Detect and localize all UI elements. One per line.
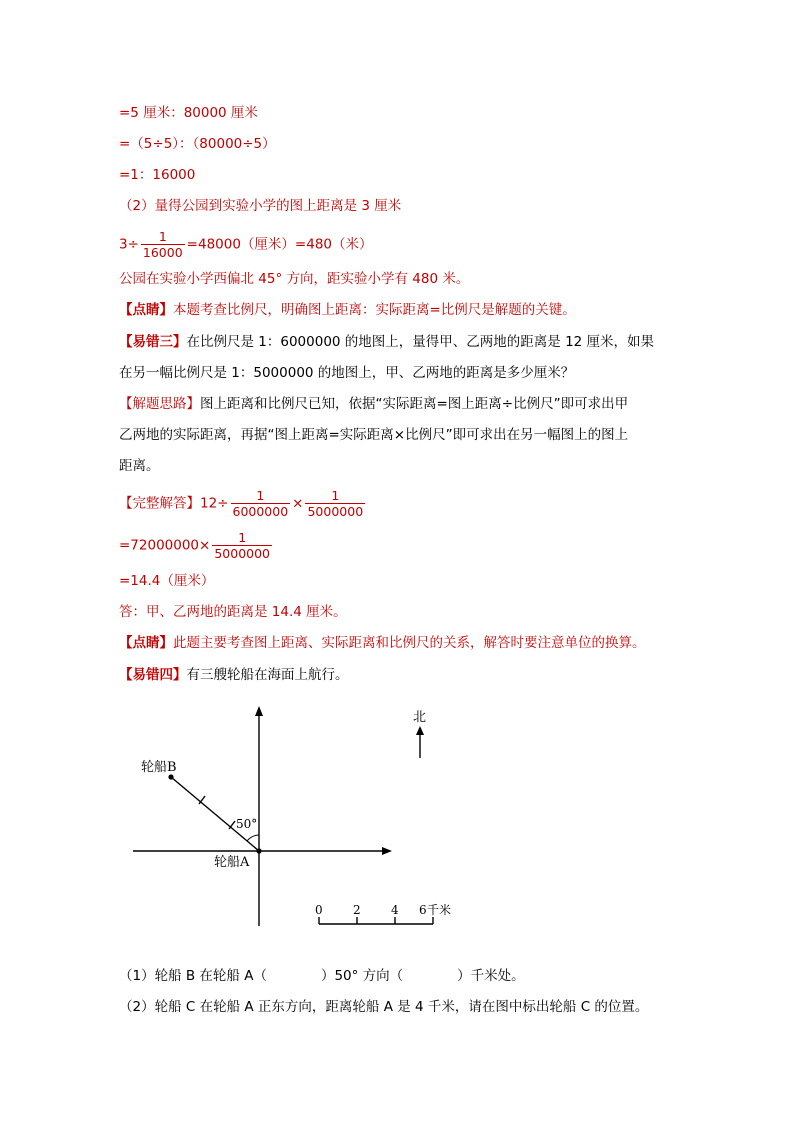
scale-unit: 千米 [427,903,452,917]
sub-question-line: （1）轮船 B 在轮船 A（ ）50° 方向（ ）千米处。 [119,968,525,984]
fraction-denominator: 6000000 [232,504,289,519]
vertical-axis-arrow [255,706,263,716]
section-tag: 【解题思路】 [119,396,200,412]
fraction-numerator: 1 [238,530,247,545]
expression-part: =48000（厘米）=480（米） [186,236,373,253]
question-text: 在比例尺是 1：6000000 的地图上，量得甲、乙两地的距离是 12 厘米，如果 [186,334,655,350]
solution-line: （2）量得公园到实验小学的图上距离是 3 厘米 [119,198,402,214]
section-tag: 【易错三】 [119,334,187,350]
scale-tick-label: 0 [315,903,323,917]
comment-text: 本题考查比例尺，明确图上距离：实际距离=比例尺是解题的关键。 [173,302,576,318]
expression-part: =72000000× [119,537,211,554]
ship-b-point [168,774,173,779]
fraction-numerator: 1 [158,229,167,244]
hint-line: 乙两地的实际距离，再据“图上距离=实际距离×比例尺”即可求出在另一幅图上的图上 [119,427,629,443]
north-label: 北 [413,710,427,725]
solution-line: 公园在实验小学西偏北 45° 方向，距实验小学有 480 米。 [119,271,470,287]
expression-part: 3÷ [119,236,139,253]
angle-arc [247,835,259,841]
hint-text: 图上距离和比例尺已知，依据“实际距离=图上距离÷比例尺”即可求出甲 [200,396,629,412]
section-tag: 【点睛】 [119,302,173,318]
section-tag: 【完整解答】 [119,495,200,512]
answer-line: =14.4（厘米） [119,573,215,589]
fraction-numerator: 1 [256,488,265,503]
ship-b-label: 轮船B [141,760,177,775]
hint-line: 距离。 [119,458,160,474]
times-sign: × [292,495,304,512]
angle-label: 50° [236,817,258,831]
section-tag: 【点睛】 [119,635,173,651]
answer-line: 答：甲、乙两地的距离是 14.4 厘米。 [119,604,347,620]
fraction-denominator: 5000000 [307,504,364,519]
comment-text: 此题主要考查图上距离、实际距离和比例尺的关系，解答时要注意单位的换算。 [173,635,646,651]
ship-a-point [256,848,261,853]
question-line: 在另一幅比例尺是 1：5000000 的地图上，甲、乙两地的距离是多少厘米？ [119,365,575,381]
fraction-denominator: 5000000 [214,546,271,561]
question-text: 有三艘轮船在海面上航行。 [186,667,349,683]
sub-question-line: （2）轮船 C 在轮船 A 正东方向，距离轮船 A 是 4 千米，请在图中标出轮船 C 的位置。 [119,999,649,1015]
ship-a-label: 轮船A [214,855,250,870]
solution-line: =1：16000 [119,167,196,183]
scale-tick-label: 4 [391,903,399,917]
north-arrow-icon [416,726,424,735]
horizontal-axis-arrow [382,847,392,855]
expression-part: 12÷ [200,495,229,512]
fraction-denominator: 16000 [142,245,183,260]
fraction-numerator: 1 [331,488,340,503]
scale-tick-label: 2 [353,903,361,917]
solution-line: =（5÷5）：（80000÷5） [119,136,276,152]
solution-line: =5 厘米：80000 厘米 [119,105,258,121]
bearing-line-to-b [171,777,259,851]
scale-tick-label: 6 [419,903,427,917]
section-tag: 【易错四】 [119,667,187,683]
